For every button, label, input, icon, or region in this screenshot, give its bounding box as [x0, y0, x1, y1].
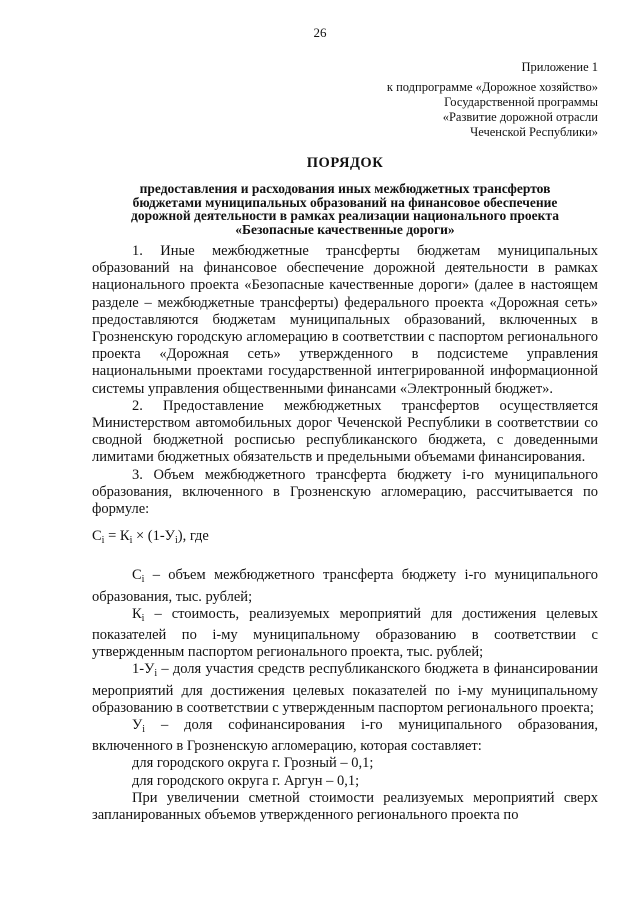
- symbol-subscript: i: [141, 574, 145, 586]
- symbol-subscript: i: [154, 668, 158, 680]
- appendix-line: Чеченской Республики»: [470, 125, 598, 139]
- formula-tail: ), где: [177, 528, 209, 545]
- document-subtitle-line: дорожной деятельности в рамках реализации национального проекта: [131, 208, 559, 223]
- city-share-grozny: для городского округа г. Грозный – 0,1;: [132, 755, 374, 772]
- formula: [92, 528, 598, 549]
- definition-text: – объем межбюджетного трансферта бюджету i-го муниципального образования, тыс. рублей;: [92, 567, 598, 605]
- definition-k: [92, 606, 598, 662]
- document-body: [92, 243, 598, 824]
- definition-text: – доля софинансирования i-го муниципального образования, включенного в Грозненскую агломерацию, которая составляет:: [92, 717, 598, 755]
- page-number: 26: [313, 25, 327, 40]
- appendix-line: «Развитие дорожной отрасли: [442, 110, 598, 124]
- symbol: К: [132, 605, 142, 622]
- document-title-block: [92, 155, 598, 236]
- definition-text: – стоимость, реализуемых мероприятий для достижения целевых показателей по i-му муниципальному образованию в соответствии с утвержденным паспортом регионального проекта, тыс. рублей;: [92, 605, 598, 661]
- symbol: У: [132, 717, 143, 734]
- appendix-header: [298, 60, 598, 140]
- paragraph-3: 3. Объем межбюджетного трансферта бюджету i-го муниципального образования, включенного в Грозненскую агломерацию, рассчитывается по формуле:: [92, 466, 598, 518]
- formula-k: = К: [104, 528, 130, 545]
- definition-c: [92, 567, 598, 605]
- city-share-argun: для городского округа г. Аргун – 0,1;: [132, 772, 360, 789]
- definition-y: [92, 717, 598, 755]
- definition-1-y: [92, 661, 598, 717]
- formula-subscript: i: [174, 535, 178, 547]
- paragraph-1: 1. Иные межбюджетные трансферты бюджетам муниципальных образований на финансовое обеспечение дорожной деятельности в рамках национального проекта «Безопасные качественные дороги» (далее в настоящем разделе – межбюджетные трансферты) федерального проекта «Дорожная сеть» предоставляются бюджетам муниципальных образований, включенных в Грозненскую городскую агломерацию в соответствии с паспортом регионального проекта «Дорожная сеть» утвержденного в подсистеме управления национальными проектами государственной интегрированной информационной системы управления общественными финансами «Электронный бюджет».: [92, 243, 598, 397]
- document-title: ПОРЯДОК: [306, 155, 384, 171]
- formula-subscript: i: [101, 535, 105, 547]
- appendix-line: к подпрограмме «Дорожное хозяйство»: [386, 80, 598, 94]
- formula-subscript: i: [129, 535, 133, 547]
- formula-y: × (1-У: [132, 528, 175, 545]
- formula-c: С: [92, 528, 102, 545]
- symbol-subscript: i: [142, 724, 146, 736]
- symbol: С: [132, 567, 142, 584]
- definition-text: – доля участия средств республиканского бюджета в финансировании мероприятий для достижения целевых показателей по i-му муниципальному образованию в соответствии с утвержденным паспортом регионального проекта;: [92, 661, 598, 716]
- document-subtitle-line: бюджетами муниципальных образований на финансовое обеспечение: [132, 194, 558, 210]
- symbol-subscript: i: [141, 612, 145, 624]
- symbol: 1-У: [132, 661, 155, 678]
- paragraph-last: При увеличении сметной стоимости реализуемых мероприятий сверх запланированных объемов утвержденного регионального проекта по: [92, 789, 598, 824]
- paragraph-2: 2. Предоставление межбюджетных трансфертов осуществляется Министерством автомобильных дорог Чеченской Республики в соответствии со сводной бюджетной росписью республиканского бюджета, с доведенными лимитами бюджетных обязательств и предельными объемами финансирования.: [92, 397, 598, 466]
- document-subtitle-line: «Безопасные качественные дороги»: [235, 221, 455, 237]
- document-subtitle-line: предоставления и расходования иных межбюджетных трансфертов: [139, 181, 551, 196]
- appendix-title: Приложение 1: [521, 60, 598, 74]
- appendix-line: Государственной программы: [444, 95, 598, 109]
